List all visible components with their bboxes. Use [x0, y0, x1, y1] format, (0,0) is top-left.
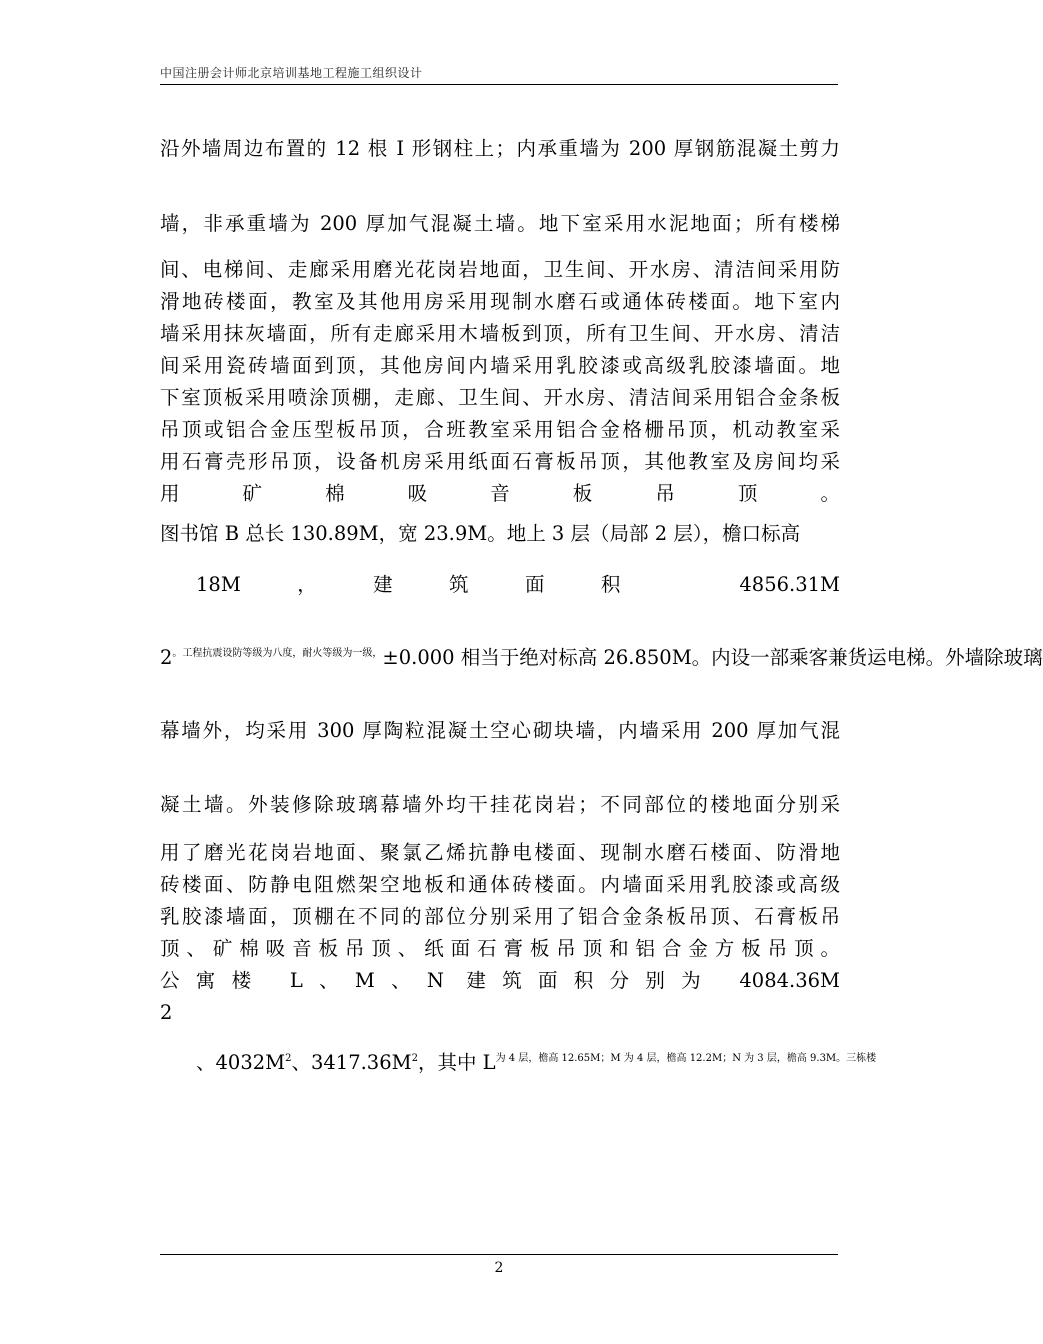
- paragraph-line: 下室顶板采用喷涂顶棚，走廊、卫生间、开水房、清洁间采用铝合金条板: [160, 386, 840, 409]
- paragraph-line: $2^{。工程抗震设防等级为八度,耐火等级为一级,}\pm 0.000$ 相当于绝对标高 26.850M。内设一部乘客兼货运电梯。外墙除玻璃: [160, 646, 1043, 669]
- paragraph-line: 间采用瓷砖墙面到顶，其他房间内墙采用乳胶漆或高级乳胶漆墙面。地: [160, 354, 840, 377]
- paragraph-line: 公寓楼 L、M、N 建筑面积分别为 4084.36M: [160, 969, 840, 992]
- paragraph-line: 幕墙外，均采用 300 厚陶粒混凝土空心砌块墙，内墙采用 200 厚加气混: [160, 719, 840, 742]
- page-number: 2: [494, 1260, 504, 1276]
- paragraph-line: 沿外墙周边布置的 12 根 I 形钢柱上；内承重墙为 200 厚钢筋混凝土剪力: [160, 137, 840, 160]
- paragraph-line: 吊顶或铝合金压型板吊顶，合班教室采用铝合金格栅吊顶，机动教室采: [160, 418, 840, 441]
- paragraph-line: 用矿棉吸音板吊顶。: [160, 482, 840, 505]
- paragraph-line: 图书馆 B 总长 130.89M，宽 23.9M。地上 3 层（局部 2 层），檐口标高: [160, 522, 801, 545]
- paragraph-line: 凝土墙。外装修除玻璃幕墙外均干挂花岗岩；不同部位的楼地面分别采: [160, 793, 840, 816]
- paragraph-line: 间、电梯间、走廊采用磨光花岗岩地面，卫生间、开水房、清洁间采用防: [160, 258, 840, 281]
- paragraph-line: 墙，非承重墙为 200 厚加气混凝土墙。地下室采用水泥地面；所有楼梯: [160, 212, 840, 235]
- paragraph-line: 2: [160, 1001, 173, 1024]
- paragraph-line: 顶、矿棉吸音板吊顶、纸面石膏板吊顶和铝合金方板吊顶。: [160, 937, 840, 960]
- header-rule: [160, 84, 838, 85]
- paragraph-line: 乳胶漆墙面，顶棚在不同的部位分别采用了铝合金条板吊顶、石膏板吊: [160, 905, 840, 928]
- paragraph-line: 、$4032M^2$、$3417.36M^2$，其中 $L^{为 4 层,檐高 12.65M;M 为 4 层,檐高 12.2M;N 为 3 层,檐高 9.3M。三栋楼}$: [196, 1051, 877, 1074]
- paragraph-line: 砖楼面、防静电阻燃架空地板和通体砖楼面。内墙面采用乳胶漆或高级: [160, 873, 840, 896]
- footer-rule: [160, 1254, 838, 1255]
- page-header: 中国注册会计师北京培训基地工程施工组织设计: [160, 66, 423, 80]
- paragraph-line: 用石膏壳形吊顶，设备机房采用纸面石膏板吊顶，其他教室及房间均采: [160, 450, 840, 473]
- paragraph-line: 用了磨光花岗岩地面、聚氯乙烯抗静电楼面、现制水磨石楼面、防滑地: [160, 841, 840, 864]
- paragraph-line: 滑地砖楼面，教室及其他用房采用现制水磨石或通体砖楼面。地下室内: [160, 290, 840, 313]
- paragraph-line: 墙采用抹灰墙面，所有走廊采用木墙板到顶，所有卫生间、开水房、清洁: [160, 322, 840, 345]
- paragraph-line: 18M，建筑面积 4856.31M: [196, 573, 840, 596]
